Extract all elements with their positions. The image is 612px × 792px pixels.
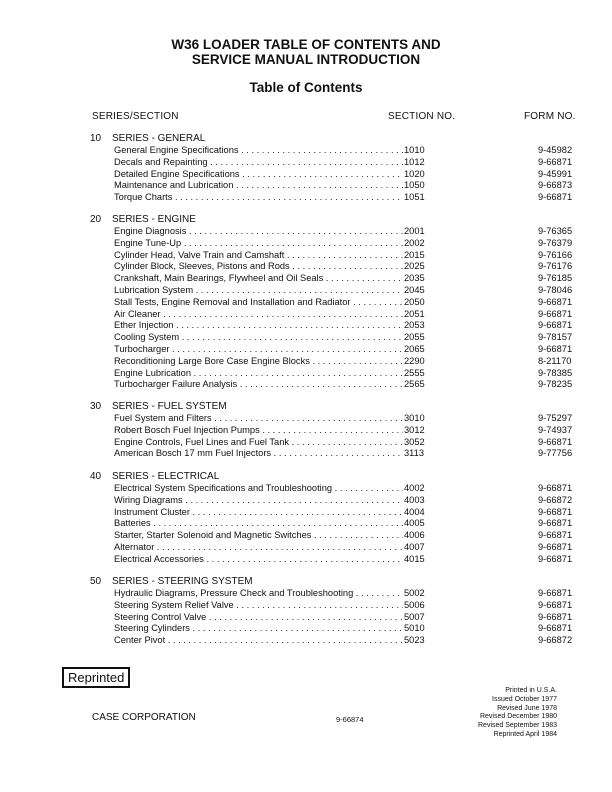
toc-row [114, 542, 574, 554]
toc-row [114, 413, 574, 425]
section-number: 2065 [404, 343, 425, 354]
toc-row [114, 379, 574, 391]
series-heading [90, 401, 227, 412]
toc-row [114, 226, 574, 238]
toc-row [114, 612, 574, 624]
toc-row [114, 530, 574, 542]
column-header-section-no: SECTION NO. [388, 111, 456, 122]
section-title: Crankshaft, Main Bearings, Flywheel and Oil Seals . . . [114, 273, 403, 285]
section-number: 2565 [404, 379, 425, 390]
section-number: 5002 [404, 588, 425, 598]
section-number: 4015 [404, 553, 425, 564]
form-number: 9-66871 [538, 436, 573, 447]
toc-row [114, 180, 574, 192]
form-number: 9-66871 [538, 530, 573, 541]
series-section-list [114, 226, 574, 391]
section-title: Wiring Diagrams . . . [114, 495, 403, 507]
section-title: Air Cleaner . . . [114, 309, 403, 321]
toc-row [114, 157, 574, 169]
company-name: CASE CORPORATION [92, 712, 196, 723]
form-number: 9-45982 [538, 145, 573, 155]
section-number: 5023 [404, 635, 425, 646]
section-number: 4003 [404, 494, 425, 505]
title-line-2: SERVICE MANUAL INTRODUCTION [191, 52, 421, 67]
section-number: 5010 [404, 623, 425, 634]
series-name: SERIES - STEERING SYSTEM [112, 576, 253, 587]
toc-row [114, 320, 574, 332]
section-number: 1020 [404, 168, 425, 179]
section-number: 2051 [404, 308, 425, 319]
series-heading [90, 214, 196, 225]
form-number: 9-78385 [538, 367, 573, 378]
toc-row [114, 623, 574, 635]
form-number: 9-77756 [538, 448, 573, 459]
toc-row [114, 192, 574, 204]
section-title: Fuel System and Filters . . . [114, 413, 403, 425]
section-number: 4007 [404, 541, 425, 552]
form-number: 9-76185 [538, 273, 573, 284]
form-number: 9-66871 [538, 599, 573, 610]
section-number: 2050 [404, 296, 425, 307]
section-number: 1010 [404, 145, 425, 155]
series-section-list [114, 145, 574, 204]
form-number: 9-75297 [538, 413, 573, 423]
section-number: 2555 [404, 367, 425, 378]
toc-row [114, 309, 574, 321]
toc-row [114, 250, 574, 262]
toc-row [114, 635, 574, 647]
form-number: 9-66871 [538, 588, 573, 598]
section-number: 2045 [404, 284, 425, 295]
section-title: Torque Charts . . . [114, 192, 403, 204]
section-title: Ether Injection . . . [114, 320, 403, 332]
form-number: 9-78046 [538, 284, 573, 295]
series-section-list [114, 588, 574, 647]
section-title: Stall Tests, Engine Removal and Installation and Radiator . . . [114, 297, 403, 309]
toc-row [114, 425, 574, 437]
series-name: SERIES - ENGINE [112, 214, 196, 225]
section-title: Steering System Relief Valve . . . [114, 600, 403, 612]
section-number: 2055 [404, 332, 425, 343]
section-title: Robert Bosch Fuel Injection Pumps . . . [114, 425, 403, 437]
section-title: Detailed Engine Specifications . . . [114, 169, 403, 181]
section-number: 3012 [404, 424, 425, 435]
section-title: Engine Diagnosis . . . [114, 226, 403, 238]
form-number: 9-78235 [538, 379, 573, 390]
toc-row [114, 507, 574, 519]
series-name: SERIES - GENERAL [112, 133, 206, 144]
form-number: 9-66871 [538, 623, 573, 634]
section-title: General Engine Specifications . . . [114, 145, 403, 157]
form-number: 9-76379 [538, 237, 573, 248]
section-title: Turbocharger . . . [114, 344, 403, 356]
column-header-form-no: FORM NO. [524, 111, 576, 122]
form-number: 9-66871 [538, 308, 573, 319]
section-number: 2015 [404, 249, 425, 260]
section-title: Electrical System Specifications and Troubleshooting . . . [114, 483, 403, 495]
section-title: Engine Tune-Up . . . [114, 238, 403, 250]
section-title: Alternator . . . [114, 542, 403, 554]
section-title: Maintenance and Lubrication . . . [114, 180, 403, 192]
reprinted-date: Reprinted April 1984 [493, 730, 557, 738]
section-title: Batteries . . . [114, 518, 403, 530]
section-title: Reconditioning Large Bore Case Engine Blocks . . . [114, 356, 403, 368]
section-number: 1012 [404, 156, 425, 167]
toc-row [114, 145, 574, 157]
form-number: 9-66871 [538, 320, 573, 331]
toc-row [114, 554, 574, 566]
section-title: Decals and Repainting . . . [114, 157, 403, 169]
form-number: 9-66871 [538, 483, 573, 493]
series-name: SERIES - FUEL SYSTEM [112, 401, 227, 412]
form-number: 9-66873 [538, 180, 573, 191]
toc-row [114, 297, 574, 309]
section-title: Lubrication System . . . [114, 285, 403, 297]
form-number: 9-66871 [538, 296, 573, 307]
toc-subtitle: Table of Contents [249, 80, 363, 95]
section-title: Steering Cylinders . . . [114, 623, 403, 635]
toc-row [114, 285, 574, 297]
revised-date: Revised September 1983 [478, 722, 557, 730]
toc-row [114, 518, 574, 530]
form-number: 9-66872 [538, 635, 573, 646]
series-number: 50 [90, 576, 102, 587]
revised-date: Revised December 1980 [479, 713, 557, 721]
toc-row [114, 495, 574, 507]
section-number: 3010 [404, 413, 425, 423]
section-title: Turbocharger Failure Analysis . . . [114, 379, 403, 391]
toc-row [114, 588, 574, 600]
section-number: 2025 [404, 261, 425, 272]
section-number: 2053 [404, 320, 425, 331]
document-form-number: 9-66874 [336, 715, 364, 724]
section-title: Instrument Cluster . . . [114, 507, 403, 519]
section-number: 3113 [404, 448, 424, 459]
form-number: 9-45991 [538, 168, 573, 179]
form-number: 9-76176 [538, 261, 573, 272]
series-number: 20 [90, 214, 102, 225]
series-name: SERIES - ELECTRICAL [112, 471, 220, 482]
series-heading [90, 471, 219, 482]
form-number: 9-66871 [538, 192, 573, 203]
section-number: 5006 [404, 599, 425, 610]
form-number: 9-66871 [538, 553, 573, 564]
printed-location: Printed in U.S.A. [505, 687, 557, 694]
section-number: 1051 [404, 192, 425, 203]
section-title: Cooling System . . . [114, 332, 403, 344]
section-title: Starter, Starter Solenoid and Magnetic Switches . . . [114, 530, 403, 542]
section-title: Electrical Accessories . . . [114, 554, 403, 566]
column-header-series-section: SERIES/SECTION [92, 111, 179, 122]
series-heading [90, 133, 205, 144]
toc-row [114, 356, 574, 368]
section-number: 1050 [404, 180, 425, 191]
revised-date: Revised June 1978 [497, 704, 557, 712]
section-number: 4005 [404, 518, 425, 529]
toc-row [114, 332, 574, 344]
section-number: 4006 [404, 530, 425, 541]
toc-row [114, 238, 574, 250]
section-title: Cylinder Block, Sleeves, Pistons and Rods . . . [114, 261, 403, 273]
toc-row [114, 273, 574, 285]
publication-history [478, 687, 557, 740]
series-number: 40 [90, 471, 102, 482]
form-number: 9-76365 [538, 226, 573, 236]
section-title: Engine Lubrication . . . [114, 368, 403, 380]
toc-row [114, 448, 574, 460]
document-title [0, 37, 612, 67]
toc-row [114, 344, 574, 356]
series-number: 30 [90, 401, 102, 412]
series-number: 10 [90, 133, 102, 144]
section-title: Engine Controls, Fuel Lines and Fuel Tank . . . [114, 437, 403, 449]
series-heading [90, 576, 253, 587]
form-number: 9-66871 [538, 506, 573, 517]
section-title: Steering Control Valve . . . [114, 612, 403, 624]
toc-row [114, 169, 574, 181]
form-number: 9-76166 [538, 249, 573, 260]
series-section-list [114, 413, 574, 460]
section-number: 2002 [404, 237, 425, 248]
section-number: 4002 [404, 483, 425, 493]
form-number: 8-21170 [538, 355, 572, 366]
section-number: 3052 [404, 436, 425, 447]
form-number: 9-66871 [538, 611, 573, 622]
issued-date: Issued October 1977 [492, 695, 557, 703]
form-number: 9-74937 [538, 424, 573, 435]
form-number: 9-66871 [538, 156, 573, 167]
section-title: Center Pivot . . . [114, 635, 403, 647]
toc-row [114, 600, 574, 612]
form-number: 9-66872 [538, 494, 573, 505]
toc-row [114, 483, 574, 495]
section-number: 5007 [404, 611, 425, 622]
series-section-list [114, 483, 574, 566]
section-number: 2001 [404, 226, 425, 236]
section-number: 2035 [404, 273, 425, 284]
form-number: 9-66871 [538, 343, 573, 354]
section-title: Hydraulic Diagrams, Pressure Check and Troubleshooting . . . [114, 588, 403, 600]
title-line-1: W36 LOADER TABLE OF CONTENTS AND [171, 37, 441, 52]
section-title: Cylinder Head, Valve Train and Camshaft . . . [114, 250, 403, 262]
toc-row [114, 261, 574, 273]
reprinted-stamp: Reprinted [62, 667, 130, 688]
form-number: 9-66871 [538, 518, 573, 529]
form-number: 9-78157 [538, 332, 573, 343]
section-title: American Bosch 17 mm Fuel Injectors . . . [114, 448, 403, 460]
toc-row [114, 368, 574, 380]
form-number: 9-66871 [538, 541, 573, 552]
toc-row [114, 437, 574, 449]
section-number: 2290 [404, 355, 425, 366]
section-number: 4004 [404, 506, 425, 517]
